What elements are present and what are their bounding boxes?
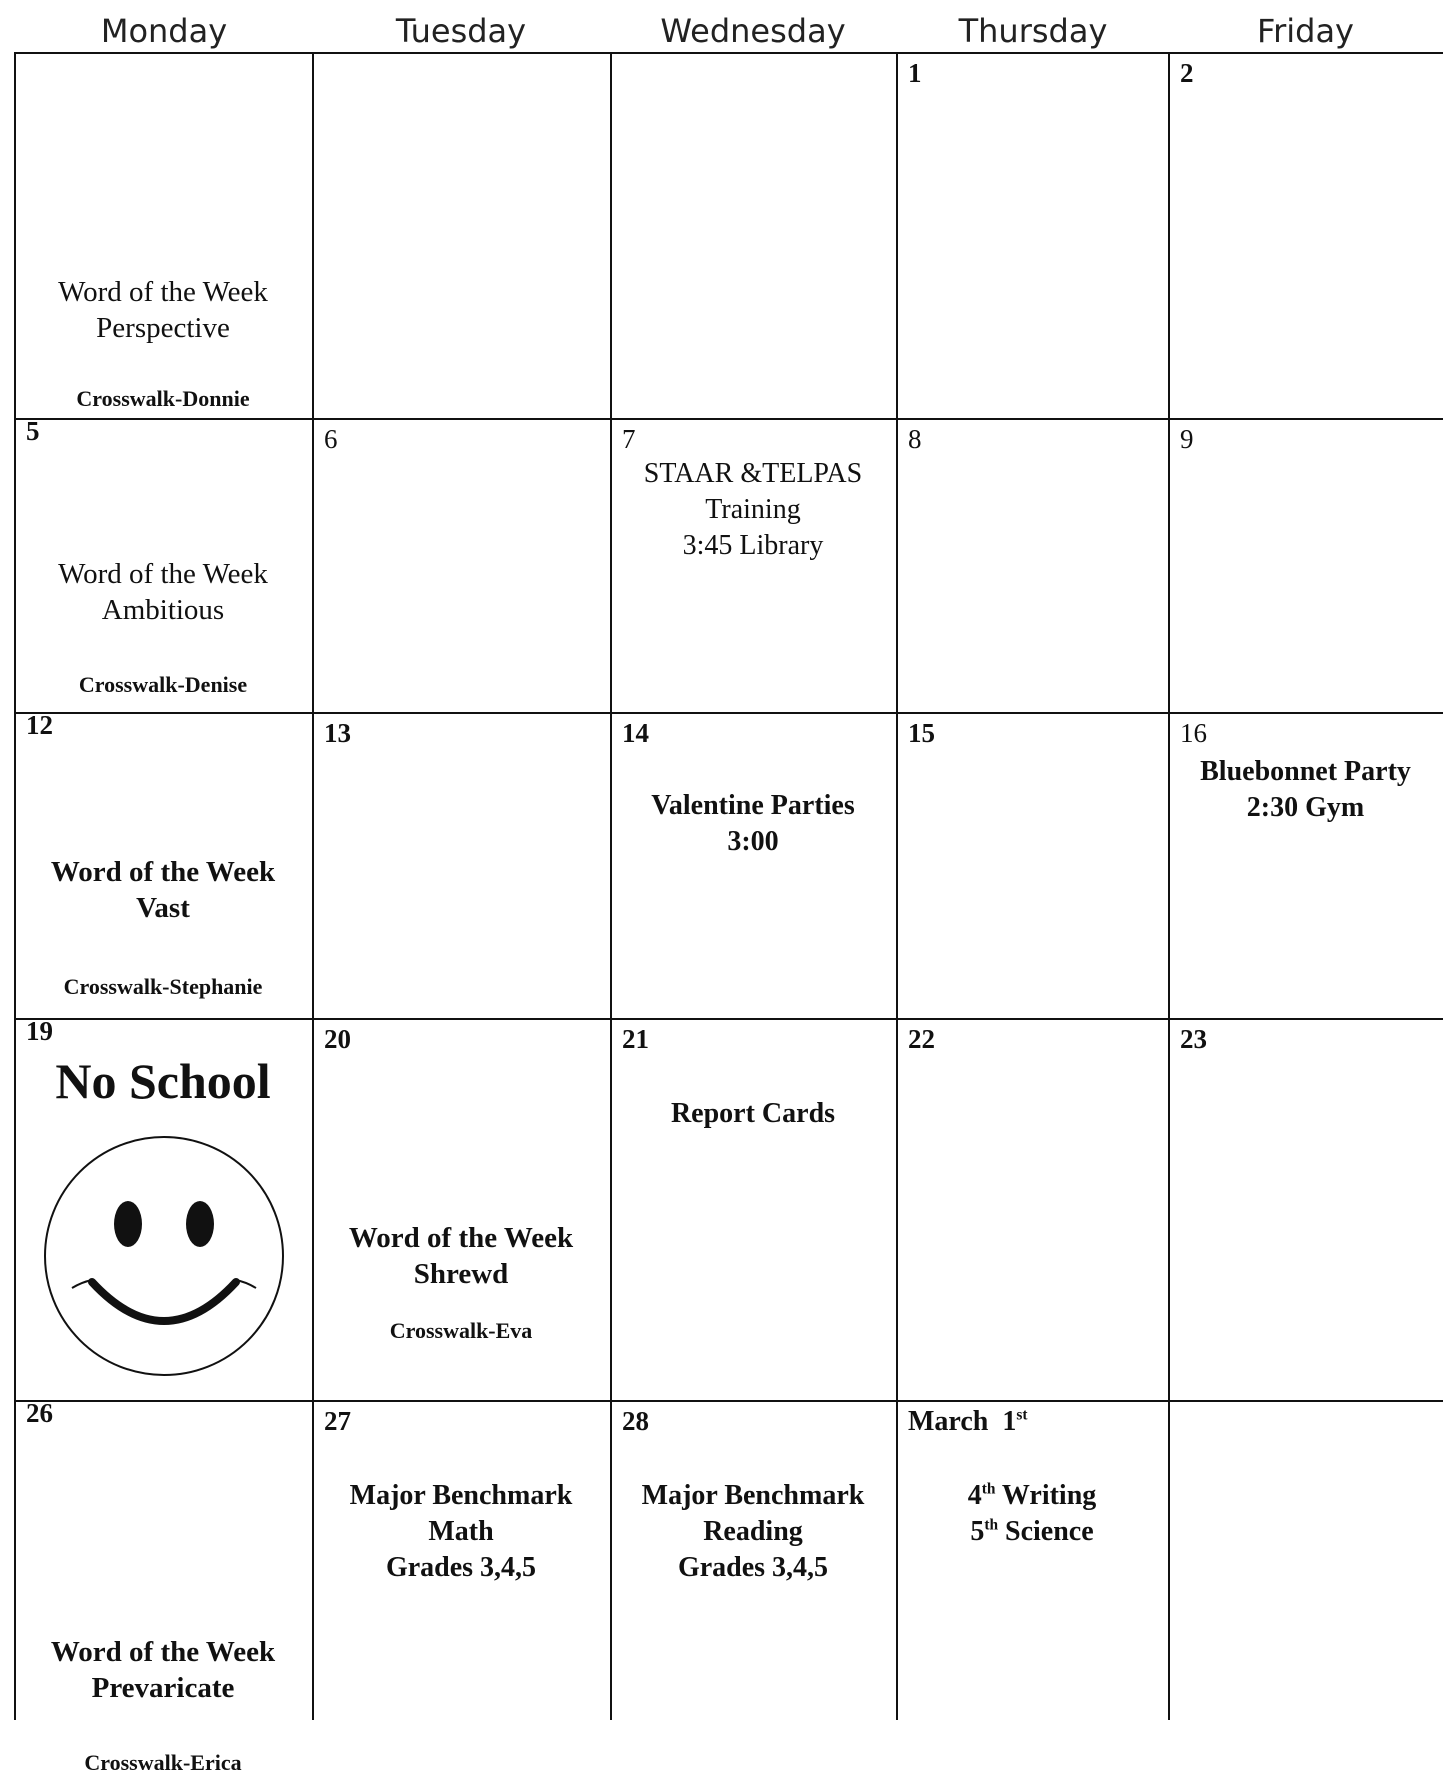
event-line: Reading (703, 1516, 803, 1547)
word-of-week-label: Word of the Week (50, 856, 276, 888)
day-number: 6 (324, 424, 338, 454)
no-school-title: No School (55, 1053, 271, 1109)
cell-week2-wednesday (610, 418, 896, 712)
day-number: 8 (908, 424, 922, 454)
cell-week5-friday (1168, 1400, 1443, 1720)
cell-week3-thursday (896, 712, 1168, 1018)
event-line: Report Cards (670, 1098, 836, 1129)
cell-week4-thursday (896, 1018, 1168, 1400)
event-line: 3:45 Library (682, 530, 824, 561)
calendar-grid (14, 52, 1443, 1775)
header-friday: Friday (1257, 12, 1354, 50)
day-number: 20 (324, 1024, 351, 1054)
cell-week2-friday (1168, 418, 1443, 712)
event-line: Math (428, 1516, 494, 1547)
day-number: 16 (1180, 718, 1207, 748)
event-line: Valentine Parties (651, 790, 855, 821)
day-number: 5 (26, 416, 40, 446)
day-number: 14 (622, 718, 649, 748)
event-line: 3:00 (727, 826, 779, 857)
cell-week5-thursday (896, 1400, 1168, 1720)
crosswalk-label: Crosswalk-Erica (84, 1750, 242, 1775)
cell-week4-tuesday (312, 1018, 610, 1400)
day-number: 23 (1180, 1024, 1207, 1054)
day-number-value: 1 (1002, 1406, 1017, 1437)
event-line: 5th Science (970, 1516, 1094, 1547)
event-line: Bluebonnet Party (1200, 756, 1411, 787)
cell-week3-monday (14, 712, 312, 1018)
event-line: Training (705, 494, 801, 525)
day-number: 2 (1180, 58, 1194, 88)
cell-week4-friday (1168, 1018, 1443, 1400)
word-of-week-value: Ambitious (101, 594, 225, 626)
day-number: 19 (26, 1016, 53, 1046)
cell-week3-wednesday (610, 712, 896, 1018)
day-number: 13 (324, 718, 351, 748)
day-number: 27 (324, 1406, 351, 1436)
crosswalk-label: Crosswalk-Stephanie (63, 974, 263, 999)
cell-week2-thursday (896, 418, 1168, 712)
cell-week3-friday (1168, 712, 1443, 1018)
day-number: 1 (908, 58, 922, 88)
cell-week2-monday (14, 418, 312, 712)
word-of-week-label: Word of the Week (58, 558, 268, 590)
cell-week5-wednesday (610, 1400, 896, 1720)
day-number: 7 (622, 424, 636, 454)
cell-week2-tuesday (312, 418, 610, 712)
cell-week4-wednesday (610, 1018, 896, 1400)
event-line: Grades 3,4,5 (677, 1552, 829, 1583)
word-of-week-value: Perspective (96, 312, 230, 344)
header-tuesday: Tuesday (395, 12, 527, 50)
smiley-face-icon (42, 1134, 286, 1378)
crosswalk-label: Crosswalk-Eva (389, 1318, 533, 1343)
cell-week1-thursday (896, 52, 1168, 418)
header-monday: Monday (100, 12, 228, 50)
day-number: 28 (622, 1406, 649, 1436)
event-line: Major Benchmark (349, 1480, 573, 1511)
day-number: 12 (26, 710, 53, 740)
header-thursday: Thursday (958, 12, 1108, 50)
event-line: Grades 3,4,5 (385, 1552, 537, 1583)
event-line: 4th Writing (967, 1480, 1097, 1511)
month-name: March (908, 1406, 989, 1437)
ordinal-suffix: st (1016, 1406, 1028, 1424)
cell-week1-wednesday (610, 52, 896, 418)
cell-week3-tuesday (312, 712, 610, 1018)
crosswalk-label: Crosswalk-Donnie (76, 386, 250, 411)
cell-week1-friday (1168, 52, 1443, 418)
cell-week1-tuesday (312, 52, 610, 418)
word-of-week-label: Word of the Week (50, 1636, 276, 1668)
day-number (908, 1406, 1027, 1438)
word-of-week-value: Shrewd (413, 1258, 509, 1290)
day-number: 22 (908, 1024, 935, 1054)
day-number: 15 (908, 718, 935, 748)
header-wednesday: Wednesday (660, 12, 846, 50)
word-of-week-label: Word of the Week (58, 276, 268, 308)
day-number: 26 (26, 1398, 53, 1428)
cell-week4-monday (14, 1018, 312, 1400)
cell-week5-monday (14, 1398, 312, 1775)
day-number: 21 (622, 1024, 649, 1054)
word-of-week-label: Word of the Week (348, 1222, 574, 1254)
crosswalk-label: Crosswalk-Denise (78, 672, 248, 697)
event-line: Major Benchmark (641, 1480, 865, 1511)
cell-week1-monday (14, 52, 312, 418)
word-of-week-value: Prevaricate (91, 1672, 235, 1704)
event-line: 2:30 Gym (1246, 792, 1365, 823)
day-number: 9 (1180, 424, 1194, 454)
event-line: STAAR &TELPAS (643, 458, 863, 489)
word-of-week-value: Vast (136, 892, 190, 924)
cell-week5-tuesday (312, 1400, 610, 1720)
